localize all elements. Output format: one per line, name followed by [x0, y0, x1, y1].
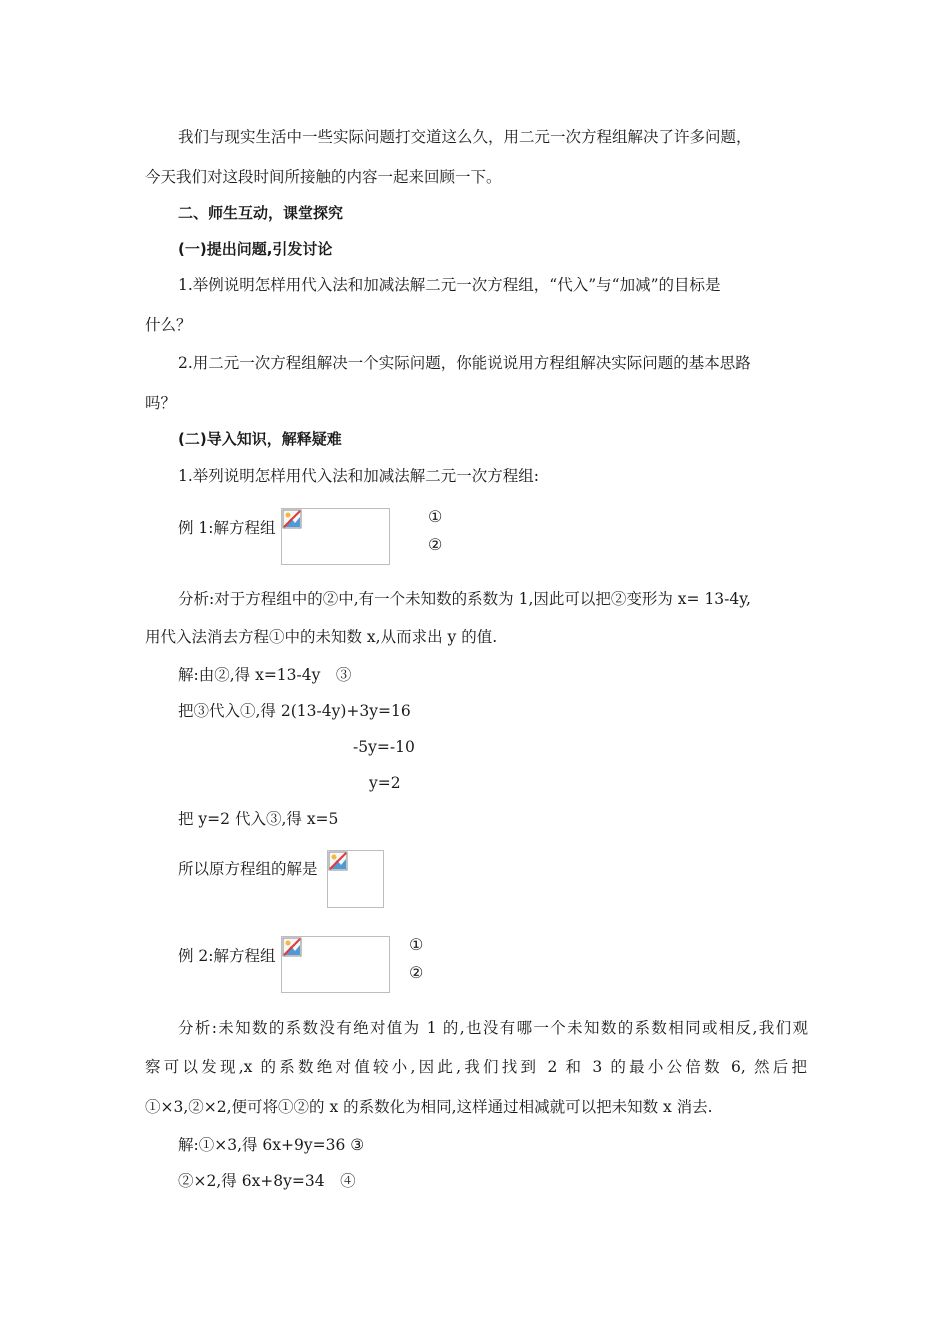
subsection-heading-2: (二)导入知识，解释疑难	[178, 430, 342, 448]
example-2-analysis-line-3: ①×3,②×2,便可将①②的 x 的系数化为相同,这样通过相减就可以把未知数 x 消去.	[145, 1098, 713, 1116]
example-1-analysis-line-1: 分析:对于方程组中的②中,有一个未知数的系数为 1,因此可以把②变形为 x= 13-4y,	[178, 590, 751, 608]
example-2-analysis-line-2: 察可以发现,x 的系数绝对值较小,因此,我们找到 2 和 3 的最小公倍数 6, 然后把	[145, 1058, 807, 1076]
example-2-label: 例 2:解方程组	[178, 947, 276, 965]
solution-1-line-5: 把 y=2 代入③,得 x=5	[178, 810, 339, 828]
example-1-analysis-line-2: 用代入法消去方程①中的未知数 x,从而求出 y 的值.	[145, 628, 498, 646]
subsection-heading-1: (一)提出问题,引发讨论	[178, 240, 333, 258]
item-1: 1.举列说明怎样用代入法和加减法解二元一次方程组:	[178, 467, 540, 485]
solution-1-line-1: 解:由②,得 x=13-4y ③	[178, 666, 352, 684]
solution-1-line-4: y=2	[369, 774, 401, 792]
equation-image-1	[281, 508, 390, 565]
example-1-mark-2: ②	[428, 535, 443, 554]
section-heading: 二、师生互动，课堂探究	[178, 204, 344, 222]
example-2-mark-2: ②	[409, 963, 424, 982]
question-1-line-1: 1.举例说明怎样用代入法和加减法解二元一次方程组，“代入”与“加减”的目标是	[178, 276, 721, 294]
example-2-mark-1: ①	[409, 935, 424, 954]
broken-image-icon	[328, 851, 348, 871]
equation-image-2	[281, 936, 390, 993]
example-1-mark-1: ①	[428, 507, 443, 526]
example-1-label: 例 1:解方程组	[178, 519, 276, 537]
solution-1-conclusion: 所以原方程组的解是	[178, 860, 318, 878]
solution-2-line-2: ②×2,得 6x+8y=34 ④	[178, 1172, 356, 1190]
question-2-line-1: 2.用二元一次方程组解决一个实际问题，你能说说用方程组解决实际问题的基本思路	[178, 354, 751, 372]
question-1-line-2: 什么？	[145, 316, 192, 334]
solution-1-line-2: 把③代入①,得 2(13-4y)+3y=16	[178, 702, 411, 720]
example-2-analysis-line-1: 分析:未知数的系数没有绝对值为 1 的,也没有哪一个未知数的系数相同或相反,我们观	[178, 1019, 808, 1037]
solution-1-line-3: -5y=-10	[353, 738, 415, 756]
broken-image-icon	[282, 509, 302, 529]
question-2-line-2: 吗？	[145, 394, 177, 412]
intro-line-1: 我们与现实生活中一些实际问题打交道这么久，用二元一次方程组解决了许多问题，	[178, 128, 752, 146]
solution-image-1	[327, 850, 384, 908]
intro-line-2: 今天我们对这段时间所接触的内容一起来回顾一下。	[145, 168, 502, 186]
broken-image-icon	[282, 937, 302, 957]
solution-2-line-1: 解:①×3,得 6x+9y=36 ③	[178, 1136, 365, 1154]
